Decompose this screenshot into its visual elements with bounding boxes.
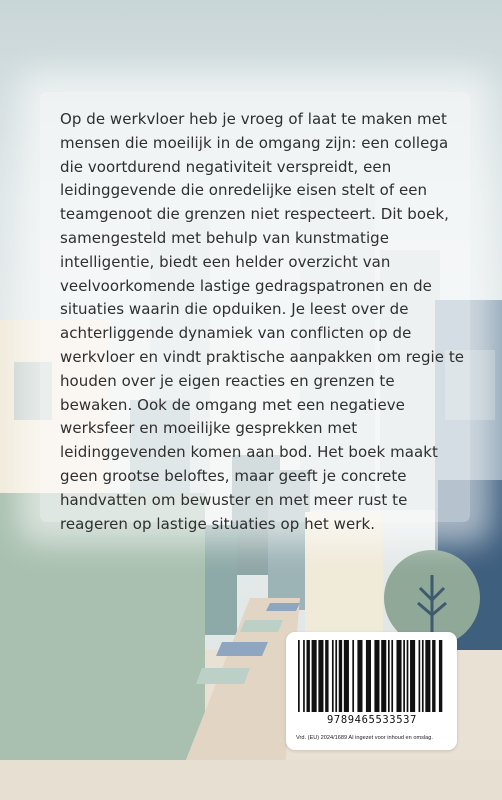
barcode-bar	[396, 640, 401, 712]
barcode-bar	[407, 640, 409, 712]
back-cover-blurb: Op de werkvloer heb je vroeg of laat te maken met mensen die moeilijk in de omgang zijn: een collega die voortdurend negativiteit verspreidt, een leidinggevende die onredelijke eisen stelt of een teamgenoot die grenzen niet respecteert. Dit boek, samengesteld met behulp van kunstmatige intelligentie, biedt een helder overzicht van veelvoorkomende lastige gedragspatronen en de situaties waarin die opduiken. Je leest over de achterliggende dynamiek van conflicten op de werkvloer en vindt praktische aanpakken om regie te houden over je eigen reacties en grenzen te bewaken. Ook de omgang met een negatieve werksfeer en moeilijke gesprekken met leidinggevenden komen aan bod. Het boek maakt geen grootse beloftes, maar geeft je concrete handvatten om bewuster en met meer rust te reageren op lastige situaties op het werk.	[60, 110, 465, 533]
stepping-stone	[196, 668, 250, 684]
barcode-bar	[325, 640, 328, 712]
barcode-bar	[374, 640, 379, 712]
barcode-bar	[388, 640, 390, 712]
barcode-bar	[425, 640, 430, 712]
barcode-bar	[410, 640, 415, 712]
legal-notice: Vrd. (EU) 2024/1689 AI ingezet voor inhoud en omslag.	[296, 735, 433, 741]
barcode-bar	[432, 640, 435, 712]
stepping-stone	[266, 603, 300, 611]
barcode-bar	[403, 640, 405, 712]
barcode-bar	[439, 640, 442, 712]
barcode-bar	[318, 640, 323, 712]
barcode-bar	[344, 640, 349, 712]
barcode-bar	[352, 640, 354, 712]
isbn-number: 9789465533537	[327, 714, 417, 726]
barcode-bar	[339, 640, 342, 712]
barcode-bar	[391, 640, 393, 712]
bottom-strip	[0, 760, 502, 800]
barcode-bar	[306, 640, 309, 712]
barcode-bar	[381, 640, 386, 712]
barcode-bar	[303, 640, 305, 712]
stepping-stone	[240, 620, 283, 632]
stepping-stone	[216, 642, 268, 656]
barcode-bar	[312, 640, 317, 712]
barcode-bar	[357, 640, 362, 712]
barcode-bar	[332, 640, 334, 712]
barcode-bar	[366, 640, 371, 712]
barcode-box	[286, 632, 457, 750]
barcode	[298, 640, 444, 712]
barcode-bar	[422, 640, 424, 712]
barcode-bar	[335, 640, 337, 712]
barcode-bar	[419, 640, 421, 712]
barcode-bar	[298, 640, 300, 712]
foreground-block	[205, 525, 237, 635]
